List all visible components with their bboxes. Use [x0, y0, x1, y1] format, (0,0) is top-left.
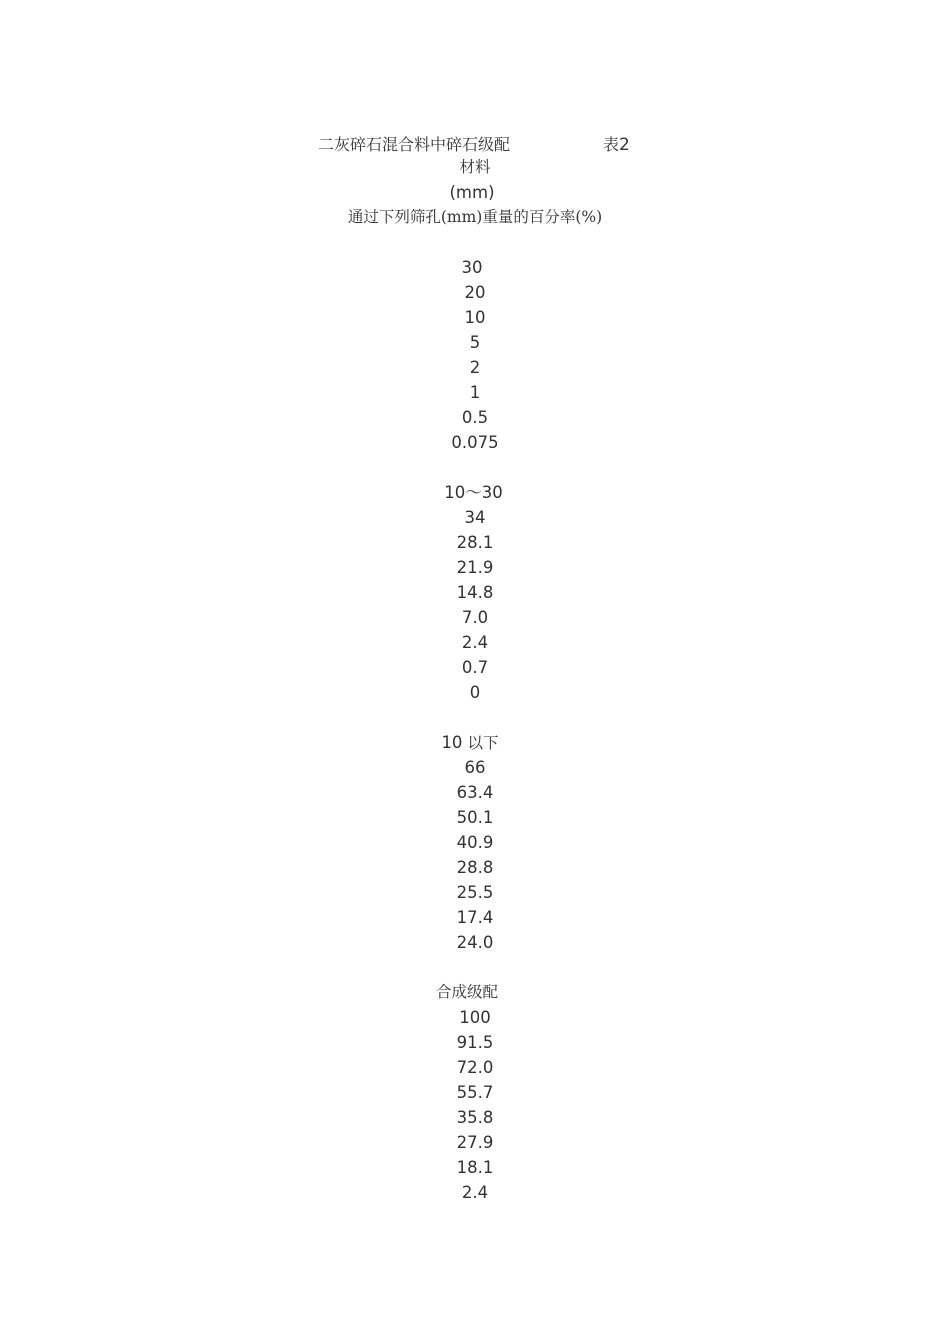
spacer: [0, 230, 950, 255]
passing-value-cell: 55.7: [456, 1083, 494, 1102]
passing-percent-header: 通过下列筛孔(mm)重量的百分率(%): [347, 208, 603, 226]
passing-value-cell: 21.9: [456, 558, 494, 577]
passing-value-cell: 91.5: [456, 1033, 494, 1052]
table-number: 2: [619, 135, 630, 155]
sieve-size-cell: 10: [464, 308, 486, 327]
passing-value-cell: 7.0: [461, 608, 489, 627]
sieve-size-cell: 2: [469, 358, 481, 377]
passing-value-cell: 17.4: [456, 908, 494, 927]
material-size: 10: [441, 733, 463, 752]
sieve-size-cell: 1: [469, 383, 481, 402]
table-prefix: 表: [603, 135, 620, 154]
passing-value-cell: 28.8: [456, 858, 494, 877]
passing-value-cell: 0.7: [461, 658, 489, 677]
spacer: [0, 955, 950, 980]
passing-value-cell: 35.8: [456, 1108, 494, 1127]
table-title: 二灰碎石混合料中碎石级配: [318, 135, 511, 154]
proportion-cell: 34: [464, 508, 486, 527]
material-name-cell: 10～30: [444, 483, 503, 502]
grading-table-content: [0, 155, 950, 1205]
sieve-size-cell: 30: [461, 258, 483, 277]
passing-value-cell: 40.9: [456, 833, 494, 852]
spacer: [0, 705, 950, 730]
proportion-cell: 66: [464, 758, 486, 777]
title-row: [0, 130, 950, 155]
passing-value-cell: 63.4: [456, 783, 494, 802]
passing-value-cell: 27.9: [456, 1133, 494, 1152]
proportion-cell: 100: [459, 1008, 491, 1027]
passing-value-cell: 28.1: [456, 533, 494, 552]
passing-value-cell: 25.5: [456, 883, 494, 902]
passing-value-cell: 14.8: [456, 583, 494, 602]
material-suffix: 以下: [467, 734, 499, 752]
table-number-label: [603, 132, 630, 155]
sieve-size-cell: 20: [464, 283, 486, 302]
spacer: [0, 455, 950, 480]
material-name-cell: 合成级配: [435, 983, 498, 1001]
sieve-size-cell: 0.5: [461, 408, 489, 427]
sieve-size-cell: 5: [469, 333, 481, 352]
passing-value-cell: 2.4: [461, 1183, 489, 1202]
passing-value-cell: 50.1: [456, 808, 494, 827]
material-header: 材料: [459, 158, 491, 176]
passing-value-cell: 0: [469, 683, 481, 702]
material-name-cell: [0, 730, 950, 755]
unit-header: (mm): [449, 183, 495, 202]
passing-value-cell: 18.1: [456, 1158, 494, 1177]
passing-value-cell: 24.0: [456, 933, 494, 952]
passing-value-cell: 2.4: [461, 633, 489, 652]
passing-value-cell: 72.0: [456, 1058, 494, 1077]
sieve-size-cell: 0.075: [451, 433, 499, 452]
